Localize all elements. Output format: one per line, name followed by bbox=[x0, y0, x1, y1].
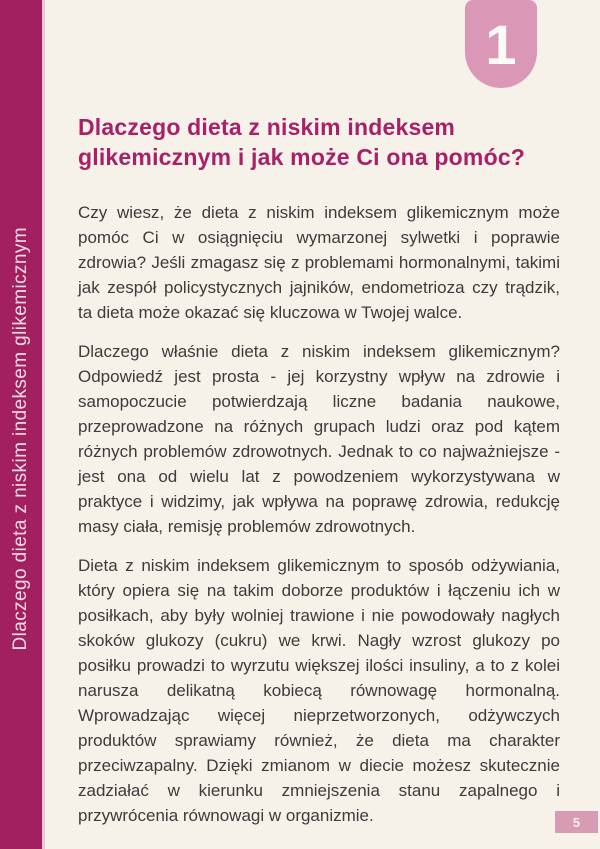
body-text bbox=[78, 200, 560, 828]
page-title: Dlaczego dieta z niskim indeksem glikemicznym i jak może Ci ona pomóc? bbox=[78, 114, 526, 170]
chapter-sidebar bbox=[0, 0, 45, 849]
sidebar-vertical-label: Dlaczego dieta z niskim indeksem glikemicznym bbox=[10, 226, 31, 651]
body-paragraph: Dlaczego właśnie dieta z niskim indeksem glikemicznym? Odpowiedź jest prosta - jej korzystny wpływ na zdrowie i samopoczucie potwierdzają liczne badania naukowe, przeprowadzone na różnych grupach ludzi oraz pod kątem różnych problemów zdrowotnych. Jednak to co najważniejsze - jest ona od wielu lat z powodzeniem wykorzystywana w praktyce i widzimy, jak wpływa na poprawę zdrowia, redukcję masy ciała, remisję problemów zdrowotnych. bbox=[78, 342, 560, 536]
page-number-badge bbox=[555, 811, 598, 833]
chapter-number: 1 bbox=[485, 13, 517, 76]
page-content bbox=[48, 0, 560, 828]
page-number-value: 5 bbox=[572, 814, 581, 830]
body-paragraph: Czy wiesz, że dieta z niskim indeksem glikemicznym może pomóc Ci w osiągnięciu wymarzonej sylwetki i poprawie zdrowia? Jeśli zmagasz się z problemami hormonalnymi, takimi jak zespół policystycznych jajników, endometrioza czy trądzik, ta dieta może okazać się kluczowa w Twojej walce. bbox=[78, 203, 560, 322]
body-paragraph: Dieta z niskim indeksem glikemicznym to sposób odżywiania, który opiera się na takim doborze produktów i łączeniu ich w posiłkach, aby były wolniej trawione i nie powodowały nagłych skoków glukozy (cukru) we krwi. Nagły wzrost glukozy po posiłku prowadzi to wyrzutu większej ilości insuliny, a to z kolei narusza delikatną kobiecą równowagę hormonalną. Wprowadzając więcej nieprzetworzonych, odżywczych produktów sprawiamy również, że dieta ma charakter przeciwzapalny. Dzięki zmianom w diecie możesz skutecznie zadziałać w kierunku zmniejszenia stanu zapalnego i przywrócenia równowagi w organizmie. bbox=[78, 556, 560, 825]
